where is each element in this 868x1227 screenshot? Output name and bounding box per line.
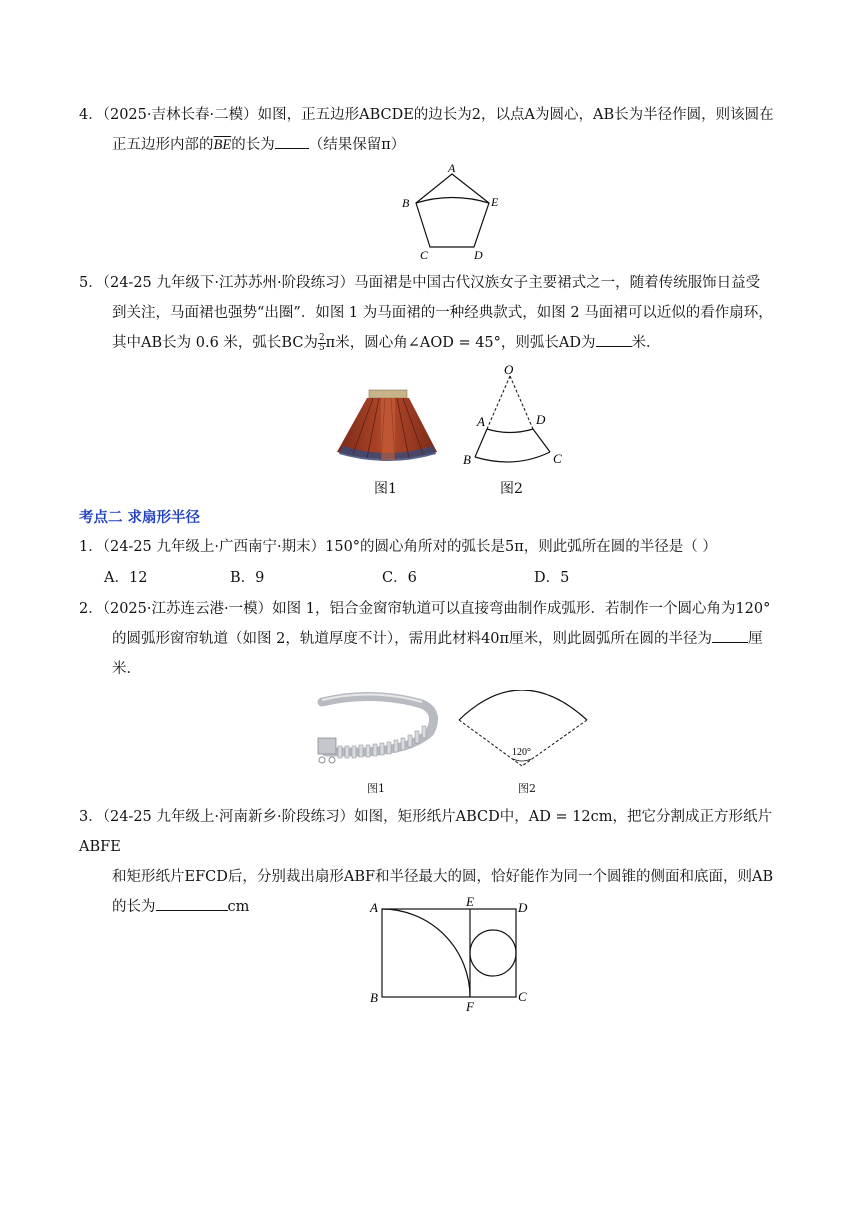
option-b[interactable]: B．9 <box>230 570 265 586</box>
question-text: 如图，正五边形ABCDE的边长为2，以点A为圆心，AB长为半径作圆，则该圆在 <box>257 107 774 123</box>
rectangle-figure <box>365 895 535 1015</box>
question-s2 <box>79 594 799 684</box>
question-source: （2025·吉林长春·二模） <box>102 107 258 123</box>
label-d: D <box>518 900 528 915</box>
question-text: 如图，矩形纸片ABCD中，AD = 12cm，把它分割成正方形纸片ABFE <box>79 809 773 855</box>
sector-figure <box>455 690 595 775</box>
question-text: 和矩形纸片EFCD后，分别裁出扇形ABF和半径最大的圆，恰好能作为同一个圆锥的侧面和底面，则AB <box>112 869 774 885</box>
answer-blank[interactable] <box>596 332 632 347</box>
question-source: （2025·江苏连云港·一模） <box>102 601 273 617</box>
arc-be <box>416 198 489 204</box>
question-4 <box>79 100 799 160</box>
answer-blank[interactable] <box>156 896 228 911</box>
question-text: （结果保留π） <box>308 137 406 153</box>
question-text: 正五边形内部的 <box>112 137 214 153</box>
label-a: A <box>477 414 485 429</box>
question-text: 150°的圆心角所对的弧长是5π，则此弧所在圆的半径是（ ） <box>325 539 717 555</box>
option-d[interactable]: D．5 <box>534 570 570 586</box>
question-text: 马面裙是中国古代汉族女子主要裙式之一，随着传统服饰日益受 <box>354 275 761 291</box>
label-f: F <box>466 999 474 1014</box>
question-number: 4． <box>79 107 103 123</box>
label-d: D <box>474 248 483 260</box>
question-text: π米，圆心角∠AOD = 45°，则弧长AD为 <box>325 335 596 351</box>
question-text: 的圆弧形窗帘轨道（如图 2，轨道厚度不计），需用此材料40π厘米，则此圆弧所在圆的半径为 <box>112 631 713 647</box>
question-number: 5． <box>79 275 103 291</box>
label-b: B <box>402 196 410 210</box>
label-b: B <box>463 452 471 467</box>
question-source: （24-25 九年级上·广西南宁·期末） <box>102 539 326 555</box>
question-source: （24-25 九年级下·江苏苏州·阶段练习） <box>102 275 355 291</box>
figure-caption: 图1 <box>367 782 385 795</box>
question-text: 到关注，马面裙也强势“出圈”．如图 1 为马面裙的一种经典款式，如图 2 马面裙可以近似的看作扇环， <box>112 305 773 321</box>
label-e: E <box>466 895 474 909</box>
fraction: $\frac{2}{5}$ <box>318 332 325 353</box>
question-text: 其中AB长为 0.6 米，弧长BC为 <box>112 335 318 351</box>
question-text: 的长为 <box>112 899 156 915</box>
label-b: B <box>370 990 378 1005</box>
pentagon <box>416 174 489 247</box>
label-o: O <box>504 362 514 377</box>
question-5 <box>79 268 799 358</box>
question-number: 1． <box>79 539 103 555</box>
skirt-image <box>333 388 443 468</box>
annular-sector-figure <box>455 360 575 472</box>
label-d: D <box>536 412 546 427</box>
label-c: C <box>553 451 562 466</box>
figure-caption: 图2 <box>500 481 523 497</box>
answer-blank[interactable] <box>275 134 309 149</box>
question-s1 <box>79 532 799 562</box>
option-a[interactable]: A．12 <box>104 570 148 586</box>
question-number: 2． <box>79 601 103 617</box>
curtain-rail-image <box>312 686 442 778</box>
label-c: C <box>518 989 527 1004</box>
section-heading: 考点二 求扇形半径 <box>79 510 201 526</box>
label-a: A <box>448 161 456 175</box>
label-a: A <box>370 900 378 915</box>
question-text: 米． <box>631 335 661 351</box>
answer-blank[interactable] <box>712 628 748 643</box>
question-source: （24-25 九年级上·河南新乡·阶段练习） <box>102 809 355 825</box>
question-text: 如图 1，铝合金窗帘轨道可以直接弯曲制作成弧形．若制作一个圆心角为120° <box>272 601 771 617</box>
arc-label: $\overline{BE}$ <box>213 137 232 153</box>
question-text: 的长为 <box>231 137 275 153</box>
options <box>104 566 704 588</box>
option-c[interactable]: C．6 <box>382 570 417 586</box>
question-text: cm <box>227 899 250 915</box>
figure-caption: 图2 <box>518 782 536 795</box>
label-c: C <box>420 248 429 260</box>
question-text: 米． <box>112 661 141 677</box>
label-e: E <box>491 195 499 209</box>
angle-label: 120° <box>512 747 531 758</box>
pentagon-figure <box>395 160 505 260</box>
question-number: 3． <box>79 809 103 825</box>
figure-caption: 图1 <box>374 481 397 497</box>
question-text: 厘 <box>748 631 763 647</box>
